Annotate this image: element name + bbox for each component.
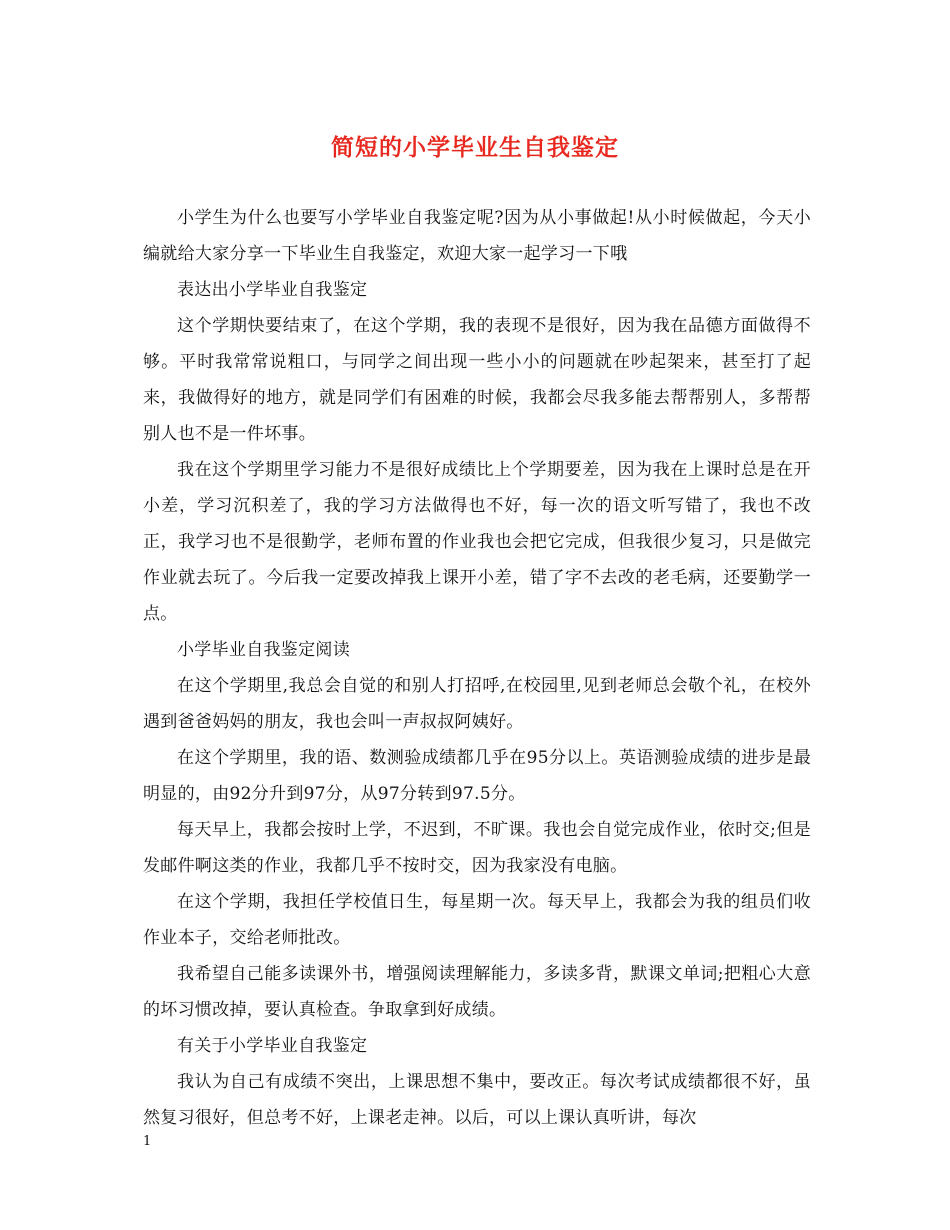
section-heading: 表达出小学毕业自我鉴定 bbox=[177, 280, 368, 300]
paragraph: 每天早上，我都会按时上学，不迟到，不旷课。我也会自觉完成作业，依时交;但是发邮件啊这类的作业，我都几乎不按时交，因为我家没有电脑。 bbox=[143, 820, 811, 876]
paragraph: 我希望自己能多读课外书，增强阅读理解能力，多读多背，默课文单词;把粗心大意的坏习惯改掉，要认真检查。争取拿到好成绩。 bbox=[143, 964, 811, 1020]
paragraph-intro: 小学生为什么也要写小学毕业自我鉴定呢?因为从小事做起!从小时候做起，今天小编就给大家分享一下毕业生自我鉴定，欢迎大家一起学习一下哦 bbox=[143, 208, 811, 264]
section-heading: 小学毕业自我鉴定阅读 bbox=[177, 640, 350, 660]
paragraph: 我在这个学期里学习能力不是很好成绩比上个学期要差，因为我在上课时总是在开小差，学习沉积差了，我的学习方法做得也不好，每一次的语文听写错了，我也不改正，我学习也不是很勤学，老师布置的作业我也会把它完成，但我很少复习，只是做完作业就去玩了。今后我一定要改掉我上课开小差，错了字不去改的老毛病，还要勤学一点。 bbox=[143, 460, 811, 624]
paragraph: 在这个学期里，我的语、数测验成绩都几乎在95分以上。英语测验成绩的进步是最明显的，由92分升到97分，从97分转到97.5分。 bbox=[143, 748, 811, 804]
document-body bbox=[143, 200, 811, 1136]
section-heading: 有关于小学毕业自我鉴定 bbox=[177, 1036, 368, 1056]
page-number: 1 bbox=[143, 1134, 152, 1149]
paragraph: 在这个学期，我担任学校值日生，每星期一次。每天早上，我都会为我的组员们收作业本子，交给老师批改。 bbox=[143, 892, 811, 948]
paragraph: 我认为自己有成绩不突出，上课思想不集中，要改正。每次考试成绩都很不好，虽然复习很好，但总考不好，上课老走神。以后，可以上课认真听讲，每次 bbox=[143, 1072, 811, 1128]
paragraph: 在这个学期里,我总会自觉的和别人打招呼,在校园里,见到老师总会敬个礼，在校外遇到爸爸妈妈的朋友，我也会叫一声叔叔阿姨好。 bbox=[143, 676, 811, 732]
document-title: 简短的小学毕业生自我鉴定 bbox=[331, 134, 619, 161]
paragraph: 这个学期快要结束了，在这个学期，我的表现不是很好，因为我在品德方面做得不够。平时我常常说粗口，与同学之间出现一些小小的问题就在吵起架来，甚至打了起来，我做得好的地方，就是同学们有困难的时候，我都会尽我多能去帮帮别人，多帮帮别人也不是一件坏事。 bbox=[143, 316, 811, 444]
